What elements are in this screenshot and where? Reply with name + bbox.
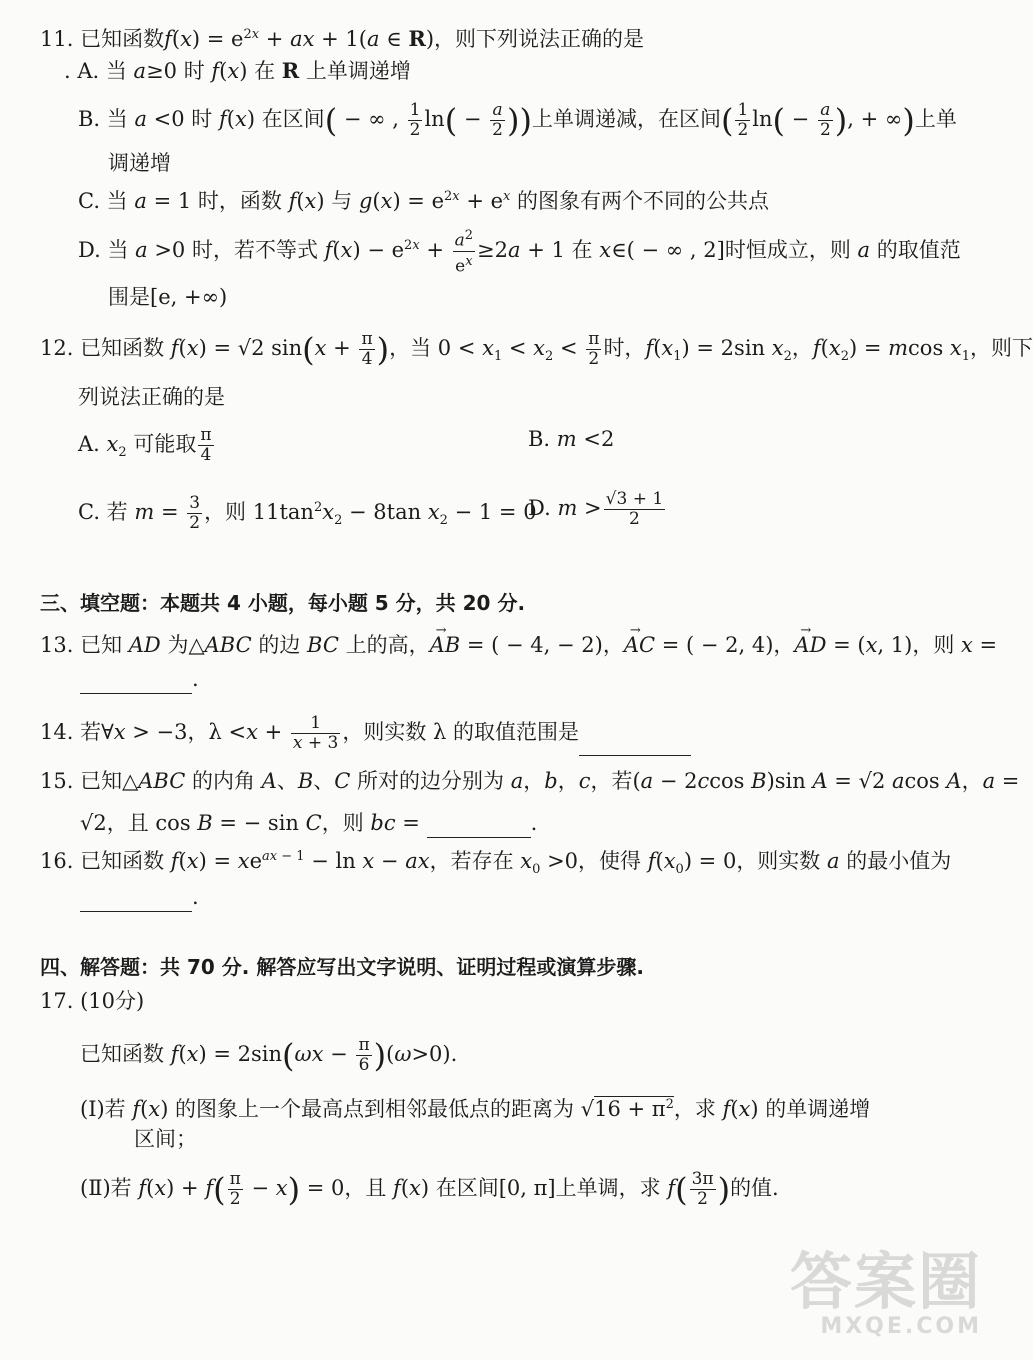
watermark-url: MXQE.COM [820, 1314, 982, 1339]
q12-option-b: B. m <2 [528, 427, 615, 451]
q13: 13. 已知 AD 为△ABC 的边 BC 上的高，→ AB = ( − 4, − 2)，→ AC = ( − 2, 4)，→ AD = (x, 1)，则 x = [40, 630, 997, 660]
q17-number: 17. (10分) [40, 989, 145, 1013]
q17-part2: (Ⅱ)若 f(x) + f( $\frac{\pi}{2}$ − x) = 0，且 f(x) 在区间[0, π]上单调，求 f( $\frac{3\pi}{2}$ )的值. [80, 1169, 779, 1209]
q11-option-c: C. 当 a = 1 时，函数 f(x) 与 $g(x) = e^{2x} + e^x$ 的图象有两个不同的公共点 [78, 189, 770, 213]
q11-option-b-cont: 调递增 [108, 151, 171, 175]
section-fill-blank-heading: 三、填空题：本题共 4 小题，每小题 5 分，共 20 分. [40, 591, 526, 615]
q14: 14. 若∀x > −3，λ <x + $\frac{1}{x + 3}$ ，则实数 λ 的取值范围是 [40, 708, 691, 756]
q12-option-a: A. $x_2$ 可能取 $\frac{\pi}{4}$ [78, 425, 212, 465]
q11-stem: 11. 已知函数$f(x) = e^{2x}$ + ax + 1(a ∈ R)，则下列说法正确的是 [40, 26, 645, 51]
watermark-logo [790, 1245, 990, 1350]
q15-line2: √2，且 cos B = − sin C，则 bc = . [80, 808, 537, 838]
q17-stem: 已知函数 f(x) = 2sin(ωx − $\frac{\pi}{6}$ )(ω>0). [80, 1035, 458, 1075]
q17-part1-cont: 区间； [134, 1127, 197, 1151]
q11-option-a: . A. 当 a≥0 时 f(x) 在 R 上单调递增 [64, 58, 411, 83]
q12-stem-cont: 列说法正确的是 [78, 385, 225, 409]
q17-part1: (Ⅰ)若 f(x) 的图象上一个最高点到相邻最低点的距离为 $√16 + \pi^2$，求 f(x) 的单调递增 [80, 1097, 871, 1121]
q13-answer-blank: . [80, 664, 199, 694]
q12-stem: 12. 已知函数 f(x) = √2 sin(x + $\frac{\pi}{4}$ )，当 $0 < x_1 < x_2$ < $\frac{\pi}{2}$ 时，$f(x_1) = 2\sin$ $x_2$，$f(x_2) = mcos$ $x_1$，则下 [40, 329, 1033, 369]
q12-option-c: C. 若 m = $\frac{3}{2}$ ，则 $11\tan^2x_2 - 8\tan$ $x_2 - 1 = 0$ [78, 493, 537, 533]
watermark-text: 答案圈 [790, 1245, 983, 1318]
q16-answer-blank: . [80, 882, 199, 912]
section-solution-heading: 四、解答题：共 70 分. 解答应写出文字说明、证明过程或演算步骤. [40, 955, 644, 979]
q11-option-d: D. 当 a >0 时，若不等式 $f(x) - e^{2x}$ + $\frac{a^2}{e^x}$ ≥2a + 1 在 x∈( − ∞ , 2]时恒成立，则 a 的取值范 [78, 228, 961, 277]
q15-line1: 15. 已知△ABC 的内角 A、B、C 所对的边分别为 a，b，c，若(a − 2ccos B)sin A = √2 acos A，a = [40, 769, 1020, 793]
q11-option-b: B. 当 a <0 时 f(x) 在区间( − ∞ , $\frac{1}{2}$ ln( − $\frac{a}{2}$ ))上单调递减，在区间( $\frac{1}{2}$ ln( − $\frac{a}{2}$ ), + ∞)上单 [78, 100, 957, 140]
q16: 16. 已知函数 $f(x) = xe^{ax - 1} - \ln x$ − ax，若存在 $x_0 >0$，使得 $f(x_0) = 0$，则实数 a 的最小值为 [40, 849, 952, 878]
q11-option-d-cont: 围是[e, +∞) [108, 285, 228, 309]
q12-option-d: D. m > $\frac{√3 + 1}{2}$ [528, 489, 664, 529]
